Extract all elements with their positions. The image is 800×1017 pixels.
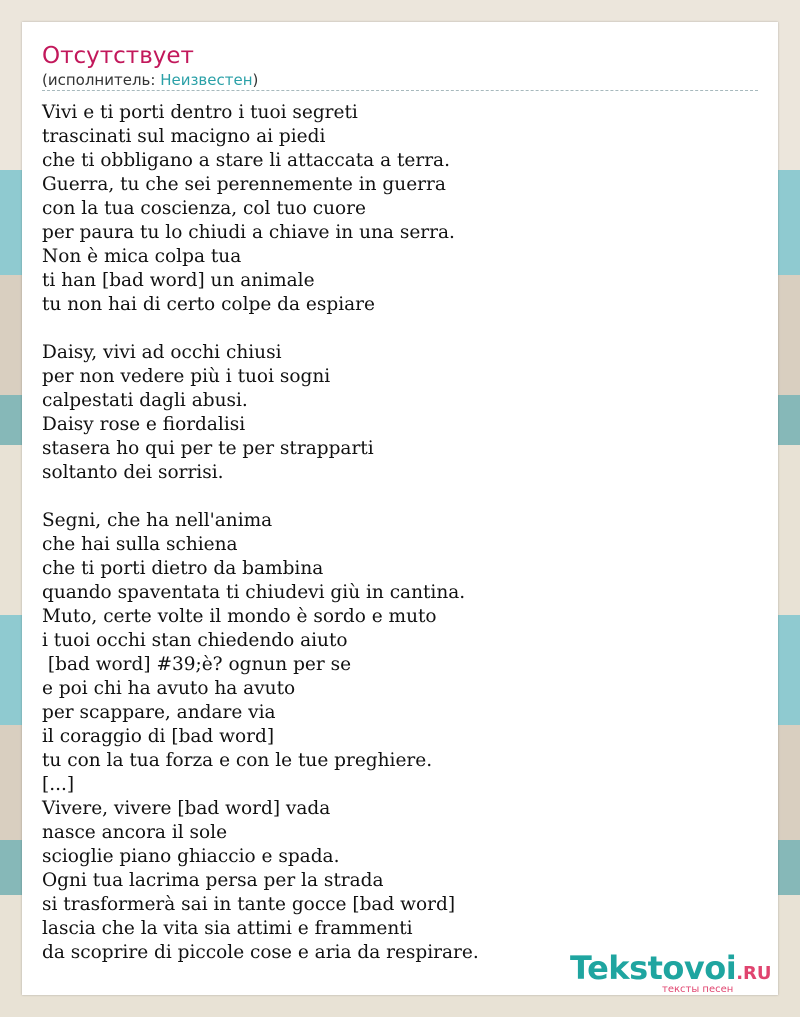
lyrics-line: lascia che la vita sia attimi e frammenti [42, 918, 413, 939]
title-divider [42, 90, 758, 91]
lyrics-line: i tuoi occhi stan chiedendo aiuto [42, 630, 348, 651]
lyrics-line: Non è mica colpa tua [42, 246, 242, 267]
lyrics-line: Daisy, vivi ad occhi chiusi [42, 342, 282, 363]
artist-suffix: ) [252, 71, 259, 89]
lyrics-line: [...] [42, 774, 75, 795]
lyrics-text [42, 101, 479, 965]
lyrics-line: che ti porti dietro da bambina [42, 558, 324, 579]
lyrics-line: Guerra, tu che sei perennemente in guerra [42, 174, 446, 195]
lyrics-line: che ti obbligano a stare li attaccata a terra. [42, 150, 450, 171]
lyrics-line: e poi chi ha avuto ha avuto [42, 678, 296, 699]
lyrics-line [42, 317, 479, 341]
lyrics-line: quando spaventata ti chiudevi giù in cantina. [42, 582, 466, 603]
lyrics-line: si trasformerà sai in tante gocce [bad word] [42, 894, 456, 915]
lyrics-line: Vivere, vivere [bad word] vada [42, 798, 331, 819]
lyrics-line: ti han [bad word] un animale [42, 270, 315, 291]
lyrics-line: soltanto dei sorrisi. [42, 462, 224, 483]
lyrics-line: scioglie piano ghiaccio e spada. [42, 846, 340, 867]
lyrics-line: che hai sulla schiena [42, 534, 238, 555]
lyrics-line: nasce ancora il sole [42, 822, 228, 843]
lyrics-line: Muto, certe volte il mondo è sordo e muto [42, 606, 437, 627]
lyrics-line: Ogni tua lacrima persa per la strada [42, 870, 384, 891]
artist-link[interactable]: Неизвестен [160, 71, 253, 89]
logo-main-text: Tekstovoi [570, 949, 737, 987]
lyrics-line: trascinati sul macigno ai piedi [42, 126, 326, 147]
lyrics-line: con la tua coscienza, col tuo cuore [42, 198, 366, 219]
lyrics-line: stasera ho qui per te per strapparti [42, 438, 374, 459]
artist-prefix: (исполнитель: [42, 71, 161, 89]
lyrics-line [42, 485, 479, 509]
lyrics-line: Segni, che ha nell'anima [42, 510, 273, 531]
lyrics-line: il coraggio di [bad word] [42, 726, 275, 747]
site-logo[interactable] [570, 950, 780, 998]
lyrics-card [22, 22, 778, 995]
lyrics-line: calpestati dagli abusi. [42, 390, 248, 411]
lyrics-line: per non vedere più i tuoi sogni [42, 366, 331, 387]
song-title: Отсутствует [42, 43, 194, 69]
logo-tld: .RU [736, 963, 772, 984]
lyrics-line: per scappare, andare via [42, 702, 276, 723]
lyrics-line: [bad word] #39;è? ognun per se [42, 654, 352, 675]
logo-tagline: тексты песен [662, 984, 734, 995]
lyrics-line: Vivi e ti porti dentro i tuoi segreti [42, 102, 358, 123]
lyrics-line: per paura tu lo chiudi a chiave in una serra. [42, 222, 455, 243]
lyrics-line: tu con la tua forza e con le tue preghiere. [42, 750, 433, 771]
lyrics-line: da scoprire di piccole cose e aria da respirare. [42, 942, 479, 963]
lyrics-line: tu non hai di certo colpe da espiare [42, 294, 375, 315]
artist-line [42, 70, 258, 90]
lyrics-line: Daisy rose e fiordalisi [42, 414, 246, 435]
